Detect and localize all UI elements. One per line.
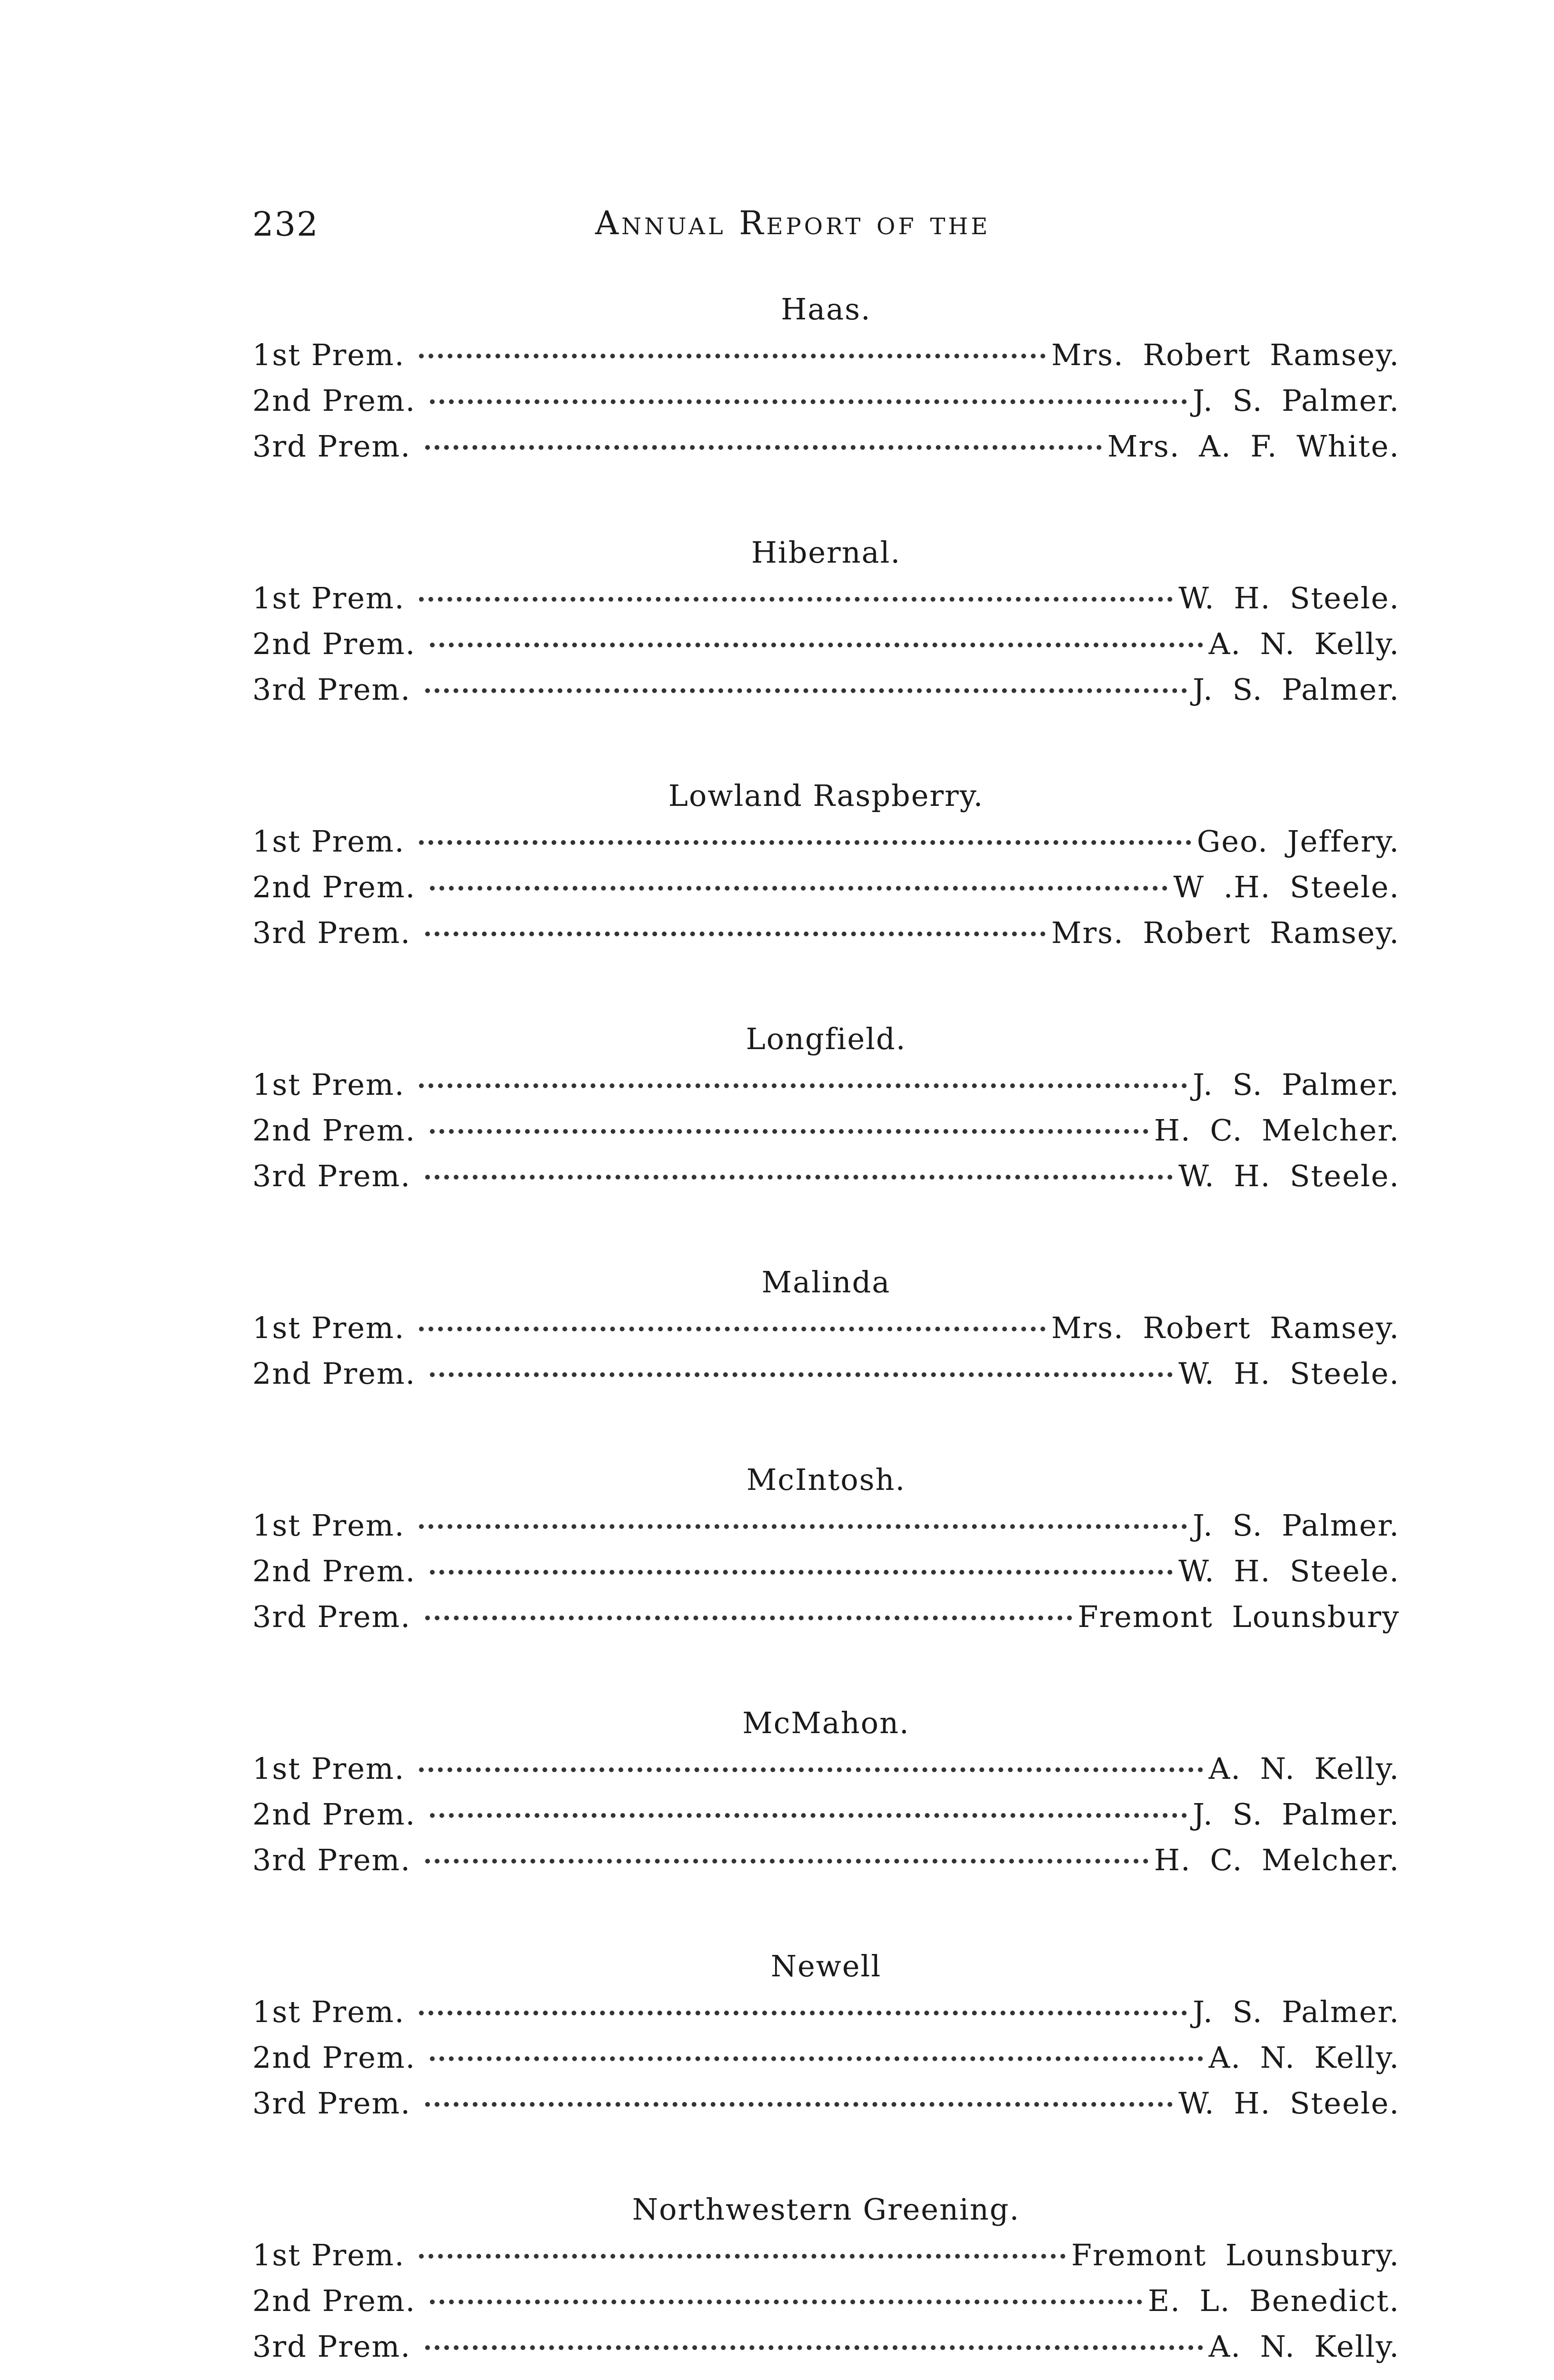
variety-heading: Lowland Raspberry.: [668, 778, 984, 813]
variety-heading: Haas.: [781, 292, 871, 327]
premium-rank: 1st Prem.: [252, 1994, 405, 2029]
premium-entry: [252, 378, 1400, 424]
winner-name: H. C. Melcher.: [1154, 1113, 1400, 1148]
premium-entry: [252, 1153, 1400, 1199]
section-gap: [252, 469, 1400, 534]
variety-heading: Newell: [770, 1949, 882, 1983]
premium-entry: [252, 1305, 1400, 1351]
premium-rank: 1st Prem.: [252, 1310, 405, 1345]
section-gap: [252, 2126, 1400, 2191]
winner-name: Mrs. Robert Ramsey.: [1051, 337, 1400, 372]
dot-leader: [425, 2102, 1173, 2107]
winner-name: W. H. Steele.: [1178, 2086, 1400, 2121]
premium-entry: [252, 910, 1400, 956]
premium-entry: [252, 1746, 1400, 1792]
premium-entry: [252, 1594, 1400, 1640]
section-gap: [252, 713, 1400, 777]
premium-rank: 2nd Prem.: [252, 1113, 416, 1148]
premium-rank: 3rd Prem.: [252, 915, 411, 950]
dot-leader: [425, 1859, 1148, 1864]
variety-section: [252, 1947, 1400, 2126]
dot-leader: [419, 840, 1191, 845]
dot-leader: [419, 1083, 1187, 1088]
premium-rank: 3rd Prem.: [252, 1843, 411, 1877]
premium-rank: 2nd Prem.: [252, 2040, 416, 2075]
running-title: Annual Report of the: [595, 205, 991, 242]
variety-section: [252, 777, 1400, 956]
premium-rank: 1st Prem.: [252, 1751, 405, 1786]
winner-name: A. N. Kelly.: [1208, 2040, 1400, 2075]
winner-name: J. S. Palmer.: [1193, 1067, 1400, 1102]
dot-leader: [425, 932, 1046, 936]
variety-heading: Longfield.: [746, 1021, 906, 1056]
premium-entry: [252, 864, 1400, 910]
winner-name: Mrs. Robert Ramsey.: [1051, 915, 1400, 950]
dot-leader: [419, 1767, 1203, 1772]
premium-rank: 3rd Prem.: [252, 1159, 411, 1193]
winner-name: Geo. Jeffery.: [1196, 824, 1400, 859]
winner-name: J. S. Palmer.: [1193, 1508, 1400, 1543]
running-head: [252, 205, 1400, 257]
premium-entry: [252, 1351, 1400, 1397]
premium-rank: 2nd Prem.: [252, 383, 416, 418]
winner-name: A. N. Kelly.: [1208, 2329, 1400, 2364]
premium-entry: [252, 332, 1400, 378]
dot-leader: [425, 1616, 1072, 1620]
winner-name: Mrs. A. F. White.: [1107, 429, 1400, 464]
dot-leader: [430, 1372, 1173, 1377]
winner-name: W. H. Steele.: [1178, 581, 1400, 615]
premium-entry: [252, 667, 1400, 713]
winner-name: E. L. Benedict.: [1147, 2283, 1400, 2318]
premium-rank: 2nd Prem.: [252, 1797, 416, 1832]
premium-rank: 2nd Prem.: [252, 870, 416, 904]
section-gap: [252, 1883, 1400, 1947]
variety-section: [252, 1704, 1400, 1883]
premium-entry: [252, 2081, 1400, 2126]
winner-name: Fremont Lounsbury: [1077, 1599, 1400, 1634]
premium-rank: 3rd Prem.: [252, 2329, 411, 2364]
winner-name: H. C. Melcher.: [1154, 1843, 1400, 1877]
premium-entry: [252, 1792, 1400, 1837]
winner-name: W. H. Steele.: [1178, 1356, 1400, 1391]
premium-entry: [252, 1503, 1400, 1548]
winner-name: Fremont Lounsbury.: [1071, 2238, 1400, 2272]
winner-name: J. S. Palmer.: [1193, 672, 1400, 707]
dot-leader: [430, 886, 1167, 891]
dot-leader: [419, 2254, 1066, 2259]
premium-rank: 1st Prem.: [252, 1067, 405, 1102]
variety-section: [252, 2191, 1400, 2370]
premium-rank: 2nd Prem.: [252, 626, 416, 661]
premium-rank: 3rd Prem.: [252, 1599, 411, 1634]
dot-leader: [430, 1813, 1187, 1818]
dot-leader: [430, 2056, 1203, 2061]
variety-heading: McMahon.: [742, 1706, 910, 1740]
dot-leader: [425, 2345, 1203, 2350]
dot-leader: [430, 643, 1203, 647]
winner-name: J. S. Palmer.: [1193, 1797, 1400, 1832]
winner-name: J. S. Palmer.: [1193, 383, 1400, 418]
premium-rank: 1st Prem.: [252, 581, 405, 615]
dot-leader: [419, 1327, 1046, 1331]
winner-name: A. N. Kelly.: [1208, 1751, 1400, 1786]
variety-section: [252, 290, 1400, 469]
premium-entry: [252, 621, 1400, 667]
dot-leader: [425, 1175, 1173, 1180]
variety-heading: Northwestern Greening.: [632, 2192, 1020, 2227]
dot-leader: [419, 1524, 1187, 1529]
premium-rank: 1st Prem.: [252, 824, 405, 859]
dot-leader: [430, 399, 1187, 404]
premium-rank: 3rd Prem.: [252, 672, 411, 707]
winner-name: W. H. Steele.: [1178, 1159, 1400, 1193]
dot-leader: [419, 354, 1046, 358]
variety-heading: Hibernal.: [751, 535, 901, 570]
premium-rank: 3rd Prem.: [252, 429, 411, 464]
section-gap: [252, 1397, 1400, 1461]
dot-leader: [419, 597, 1173, 602]
winner-name: Mrs. Robert Ramsey.: [1051, 1310, 1400, 1345]
premium-entry: [252, 1548, 1400, 1594]
premium-entry: [252, 424, 1400, 469]
premium-entry: [252, 2278, 1400, 2324]
dot-leader: [425, 445, 1102, 450]
premium-rank: 2nd Prem.: [252, 1356, 416, 1391]
premium-rank: 2nd Prem.: [252, 1554, 416, 1588]
dot-leader: [425, 688, 1187, 693]
premium-rank: 3rd Prem.: [252, 2086, 411, 2121]
premium-rank: 1st Prem.: [252, 1508, 405, 1543]
winner-name: A. N. Kelly.: [1208, 626, 1400, 661]
premium-entry: [252, 1108, 1400, 1153]
premium-entry: [252, 819, 1400, 864]
section-gap: [252, 1199, 1400, 1263]
page-number: 232: [252, 205, 319, 244]
section-gap: [252, 956, 1400, 1020]
variety-section: [252, 1461, 1400, 1640]
premium-entry: [252, 1989, 1400, 2035]
section-gap: [252, 1640, 1400, 1704]
variety-heading: Malinda: [761, 1265, 891, 1299]
winner-name: J. S. Palmer.: [1193, 1994, 1400, 2029]
dot-leader: [430, 2300, 1142, 2304]
dot-leader: [430, 1570, 1173, 1575]
premium-entry: [252, 1062, 1400, 1108]
premium-rank: 2nd Prem.: [252, 2283, 416, 2318]
premium-entry: [252, 2035, 1400, 2081]
premium-rank: 1st Prem.: [252, 337, 405, 372]
premium-list: [252, 290, 1400, 2370]
variety-section: [252, 534, 1400, 713]
premium-entry: [252, 575, 1400, 621]
variety-section: [252, 1263, 1400, 1397]
premium-rank: 1st Prem.: [252, 2238, 405, 2272]
dot-leader: [430, 1129, 1148, 1134]
dot-leader: [419, 2011, 1187, 2015]
premium-entry: [252, 1837, 1400, 1883]
variety-heading: McIntosh.: [746, 1462, 906, 1497]
winner-name: W .H. Steele.: [1173, 870, 1400, 904]
premium-entry: [252, 2232, 1400, 2278]
variety-section: [252, 1020, 1400, 1199]
premium-entry: [252, 2324, 1400, 2370]
winner-name: W. H. Steele.: [1178, 1554, 1400, 1588]
